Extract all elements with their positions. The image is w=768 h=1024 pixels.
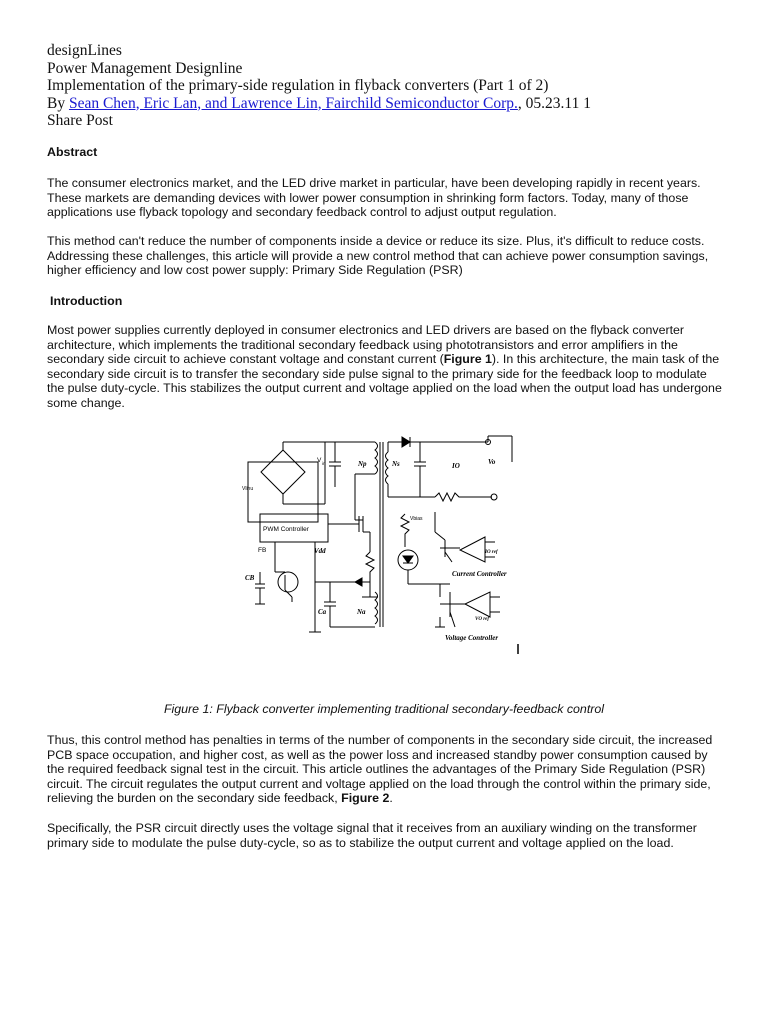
figure-1-caption: Figure 1: Flyback converter implementing traditional secondary-feedback control [163, 702, 605, 716]
io-label: IO [452, 462, 460, 470]
authors-link[interactable]: Sean Chen, Eric Lan, and Lawrence Lin, Fairchild Semiconductor Corp. [68, 94, 518, 112]
figure-1-schematic [230, 432, 530, 657]
section-name: Power Management Designline [47, 59, 243, 77]
vo-ref-label: VO ref [475, 617, 490, 622]
current-controller-label: Current Controller [452, 570, 507, 578]
voltage-controller-label: Voltage Controller [445, 634, 499, 642]
byline-prefix: By [47, 94, 69, 112]
article-title: Implementation of the primary-side regulation in flyback converters (Part 1 of 2) [47, 77, 549, 94]
intro-text-b: ). In this architecture, the main task of the secondary side circuit is to transfer the secondary side pulse signal to the primary side for the feedback loop to modulate the pulse duty-cycle. This stabilizes the output current and voltage applied on the load when the output load has undergone some change. [47, 352, 722, 410]
body-paragraph-3: Specifically, the PSR circuit directly uses the voltage signal that it receives from an auxiliary winding on the transformer primary side to modulate the pulse duty-cycle, so as to stabilize the output current and voltage applied on the load. [47, 821, 697, 850]
abstract-paragraph-1: The consumer electronics market, and the LED drive market in particular, have been developing rapidly in recent years. These markets are demanding devices with lower power consumption in shrinking form factors. Today, many of those applications use flyback topology and secondary feedback control to adjust output regulation. [47, 176, 701, 220]
vbias-label: Vbias [410, 516, 423, 522]
pwm-controller-label: PWM Controller [263, 526, 309, 533]
article-header [47, 42, 747, 130]
body-p2-text-a: Thus, this control method has penalties in terms of the number of components in the secondary side circuit, the increased PCB space occupation, and higher cost, as well as the power loss and increased standby power consumption caused by the required feedback signal test in the circuit. This article outlines the advantages of the Primary Side Regulation (PSR) circuit. The circuit regulates the output current and voltage applied on the load through the control within the primary side, relieving the burden on the secondary side feedback, [47, 733, 713, 806]
body-paragraph-2 [47, 733, 727, 806]
figure-1-ref: Figure 1 [443, 352, 492, 367]
body-p2-text-b: . [389, 791, 393, 806]
flyback-schematic-diagram [230, 432, 530, 657]
vin-subscript-label: in [322, 461, 326, 466]
np-label: Np [358, 460, 367, 468]
fb-label: FB [258, 547, 267, 554]
site-name: designLines [47, 42, 122, 59]
na-label: Na [357, 608, 366, 616]
figure-2-ref: Figure 2 [341, 791, 390, 806]
ns-label: Ns [392, 460, 400, 468]
share-post-link[interactable]: Share Post [47, 112, 113, 129]
publish-date: , 05.23.11 1 [517, 94, 591, 112]
abstract-heading: Abstract [47, 145, 98, 159]
vin-label: V [317, 457, 322, 464]
introduction-heading: Introduction [50, 294, 123, 308]
byline [47, 95, 747, 113]
introduction-paragraph [47, 323, 727, 411]
intro-text-a: Most power supplies currently deployed in consumer electronics and LED drivers are based on the flyback converter architecture, which implements the traditional secondary feedback using phototransistors and error amplifiers in the secondary side circuit to achieve constant voltage and constant current ( [47, 323, 685, 367]
rectifier-frame [248, 462, 318, 522]
bridge-rectifier [261, 450, 305, 494]
abstract-paragraph-2: This method can't reduce the number of components inside a device or reduce its size. Plus, it's difficult to reduce costs. Addressing these challenges, this article will provide a new control method that can achieve power consumption savings, higher efficiency and low cost power supply: Primary Side Regulation (PSR) [47, 234, 709, 278]
vlinu-label: Vlinu [242, 486, 254, 492]
ca-label: Ca [318, 608, 327, 616]
cb-label: CB [245, 574, 255, 582]
io-ref-label: IO ref [485, 550, 498, 555]
vo-label: Vo [488, 458, 496, 466]
vdd-label: Vdd [314, 547, 326, 555]
